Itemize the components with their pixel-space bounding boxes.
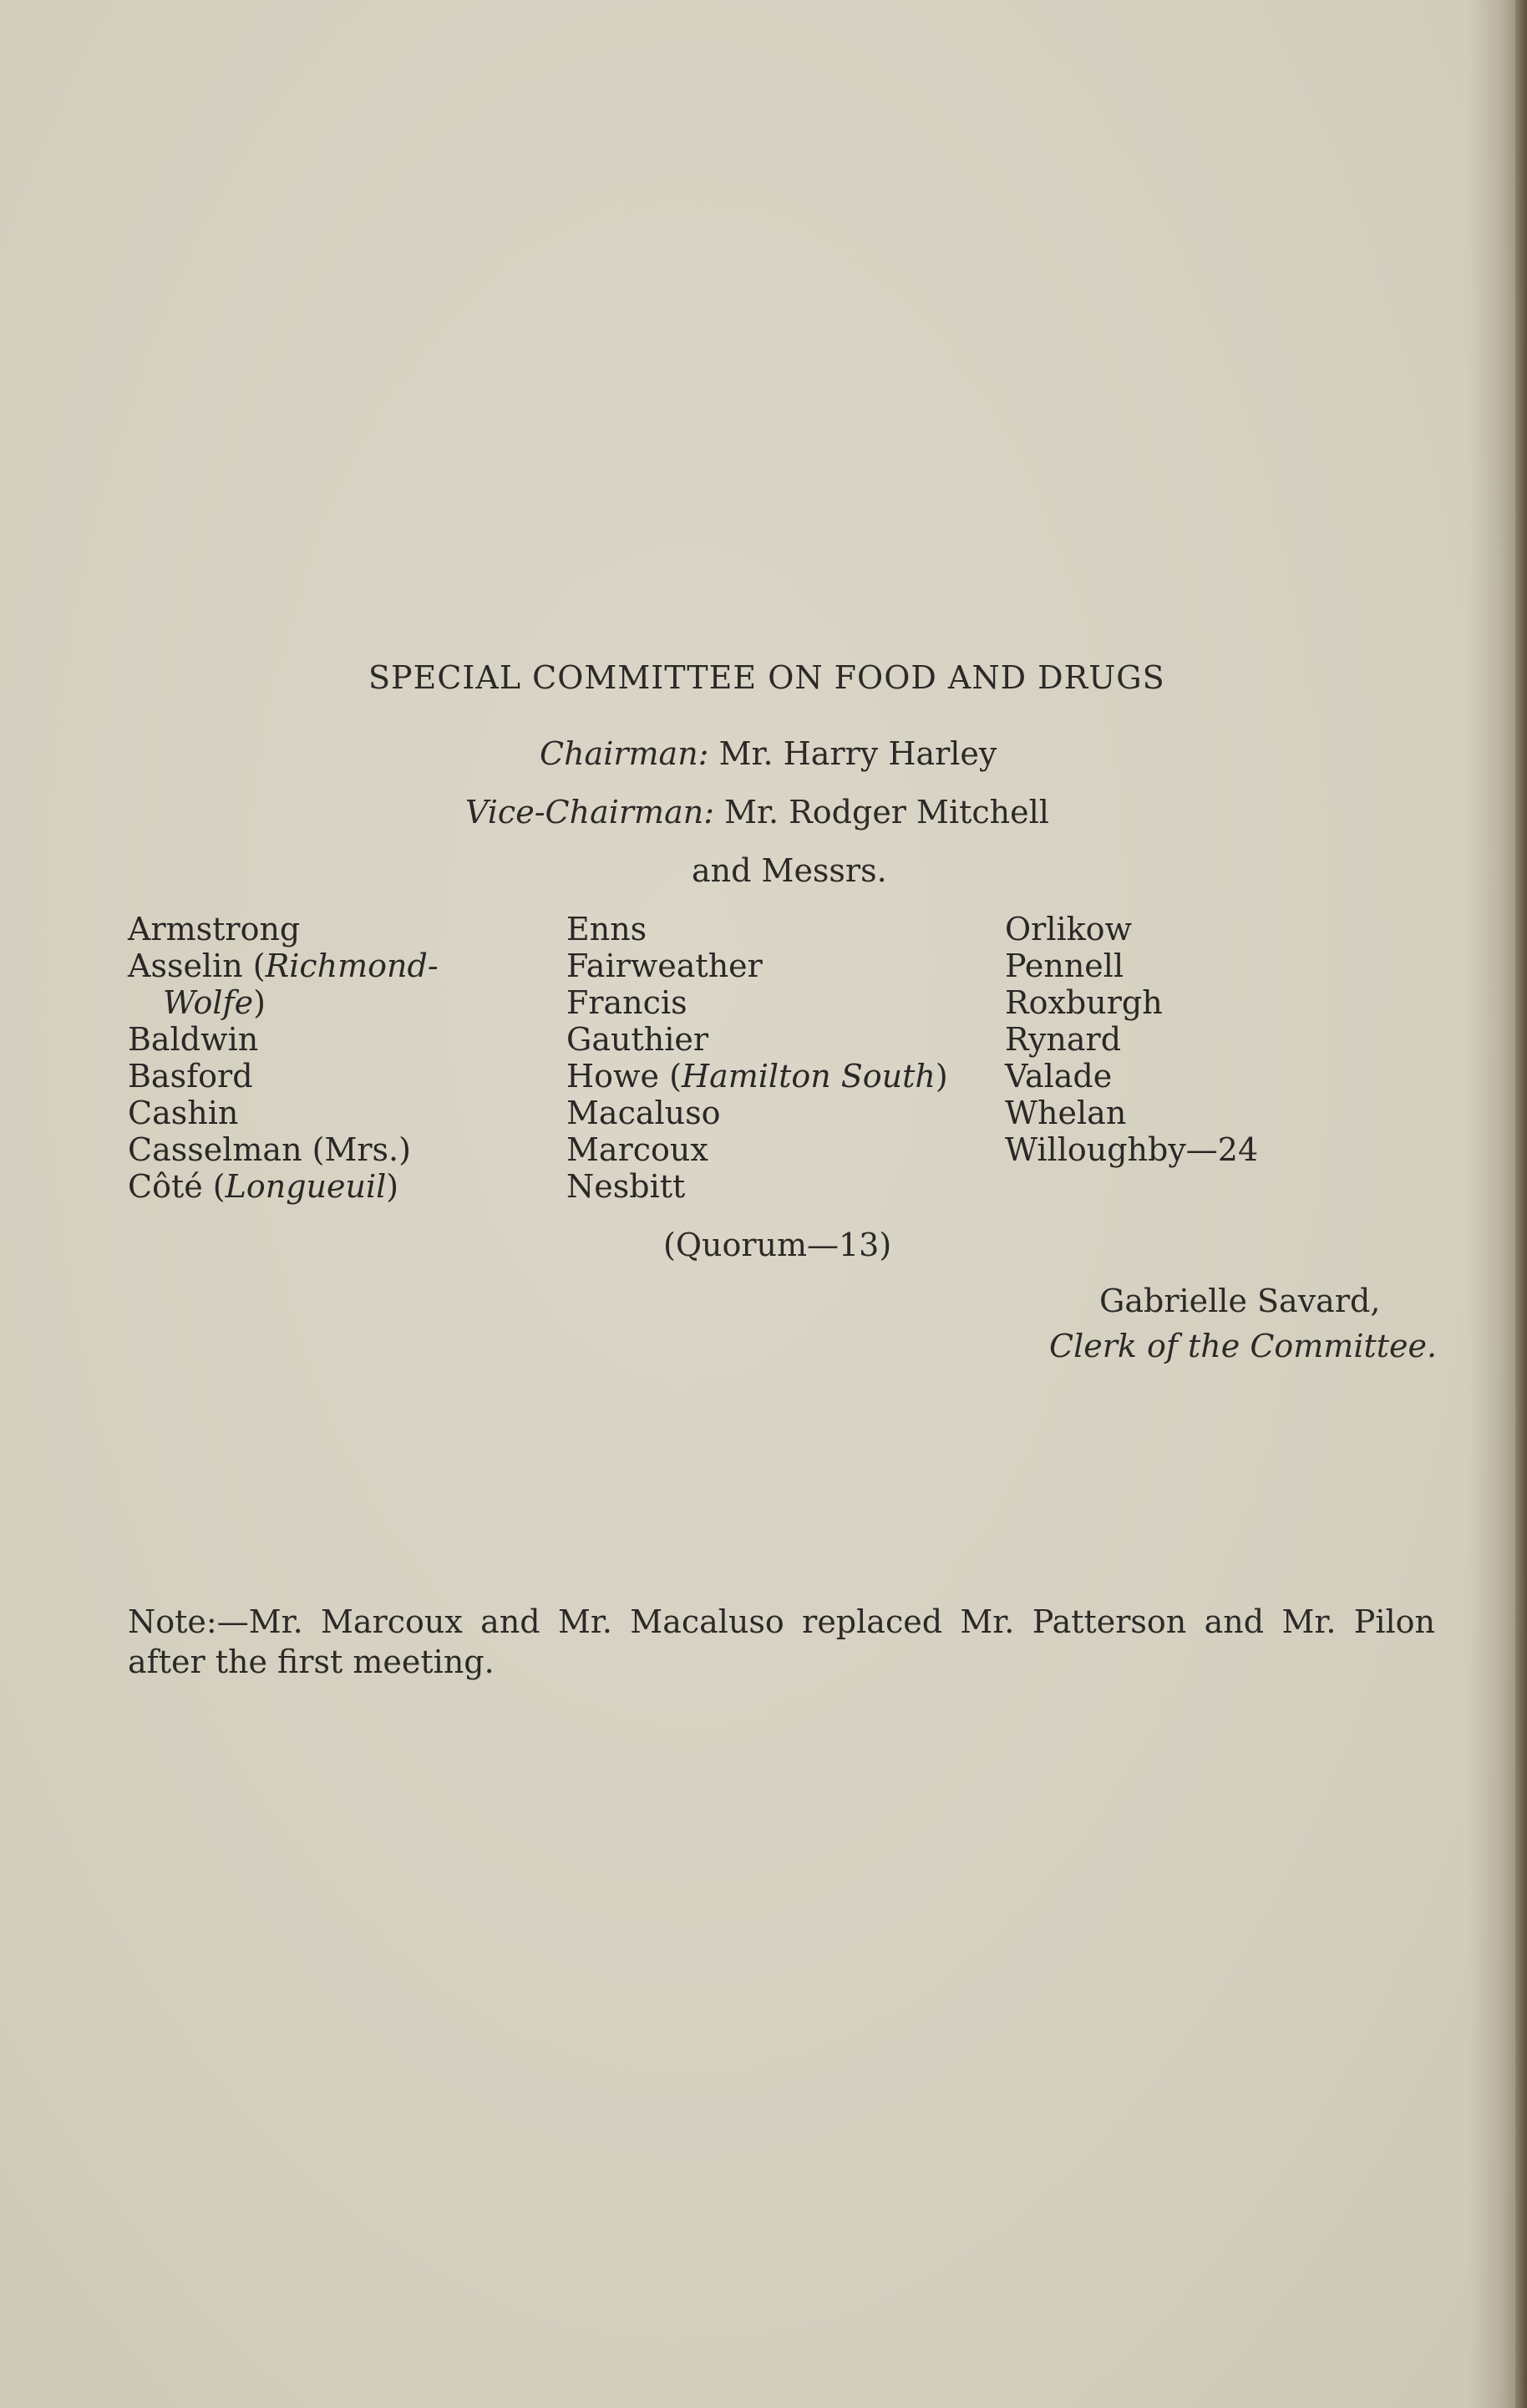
member-entry <box>128 1095 439 1131</box>
member-entry <box>566 1021 948 1058</box>
committee-heading: SPECIAL COMMITTEE ON FOOD AND DRUGS <box>368 659 1165 696</box>
member-entry <box>566 1131 948 1168</box>
member-entry: Côté (Longueuil) <box>128 1168 399 1205</box>
member-entry: Howe (Hamilton South) <box>566 1058 948 1095</box>
members-column-1 <box>128 911 439 1205</box>
member-entry: Asselin (Richmond- <box>128 947 439 984</box>
member-name: Francis <box>566 984 687 1021</box>
member-entry: Rynard <box>1005 1021 1122 1058</box>
member-name: Fairweather <box>566 947 763 984</box>
note-line-2: after the first meeting. <box>128 1643 495 1680</box>
member-name: Nesbitt <box>566 1168 686 1205</box>
member-name: Armstrong <box>128 911 301 947</box>
vice-chairman-name: Mr. Rodger Mitchell <box>724 794 1049 831</box>
member-entry: Orlikow <box>1005 911 1133 947</box>
member-name: Gauthier <box>566 1021 709 1058</box>
chairman-name: Mr. Harry Harley <box>718 735 997 772</box>
and-messrs-line: and Messrs. <box>692 852 887 889</box>
member-entry: Pennell <box>1005 947 1124 984</box>
member-name: Asselin <box>128 947 243 984</box>
members-column-3 <box>1005 911 1258 1168</box>
vice-chairman-label: Vice-Chairman: <box>465 794 715 831</box>
member-entry-continuation: Wolfe) <box>163 984 266 1021</box>
page-spine-edge <box>1515 0 1527 2408</box>
member-entry <box>128 1058 439 1095</box>
member-name: Cashin <box>128 1095 239 1131</box>
member-name: Enns <box>566 911 647 947</box>
vice-chairman-line <box>465 794 1049 831</box>
member-entry <box>566 947 948 984</box>
member-name: Marcoux <box>566 1131 708 1168</box>
member-name: Casselman (Mrs.) <box>128 1131 411 1168</box>
member-entry: Valade <box>1005 1058 1113 1095</box>
member-entry <box>566 911 948 947</box>
member-entry: Roxburgh <box>1005 984 1163 1021</box>
chairman-line <box>540 735 997 772</box>
member-name: Baldwin <box>128 1021 259 1058</box>
member-riding: Wolfe <box>163 984 254 1021</box>
member-riding: Longueuil <box>225 1168 387 1205</box>
chairman-label: Chairman: <box>540 735 709 772</box>
note-line-1: Note:—Mr. Marcoux and Mr. Macaluso replaced Mr. Patterson and Mr. Pilon <box>128 1603 1435 1640</box>
member-entry <box>128 911 439 947</box>
member-name: Macaluso <box>566 1095 721 1131</box>
member-entry <box>128 1131 439 1168</box>
member-entry <box>566 984 948 1021</box>
member-entry <box>566 1168 948 1205</box>
member-name: Howe <box>566 1058 660 1095</box>
member-name: Basford <box>128 1058 253 1095</box>
member-entry: Willoughby—24 <box>1005 1131 1259 1168</box>
member-entry <box>566 1095 948 1131</box>
member-riding: Hamilton South <box>681 1058 936 1095</box>
member-entry <box>128 1021 439 1058</box>
clerk-title: Clerk of the Committee. <box>1049 1328 1438 1364</box>
member-name: Côté <box>128 1168 203 1205</box>
clerk-name: Gabrielle Savard, <box>1099 1283 1381 1319</box>
members-column-2 <box>566 911 948 1205</box>
member-riding: Richmond- <box>265 947 439 984</box>
member-entry: Whelan <box>1005 1095 1127 1131</box>
quorum-line: (Quorum—13) <box>663 1227 892 1263</box>
